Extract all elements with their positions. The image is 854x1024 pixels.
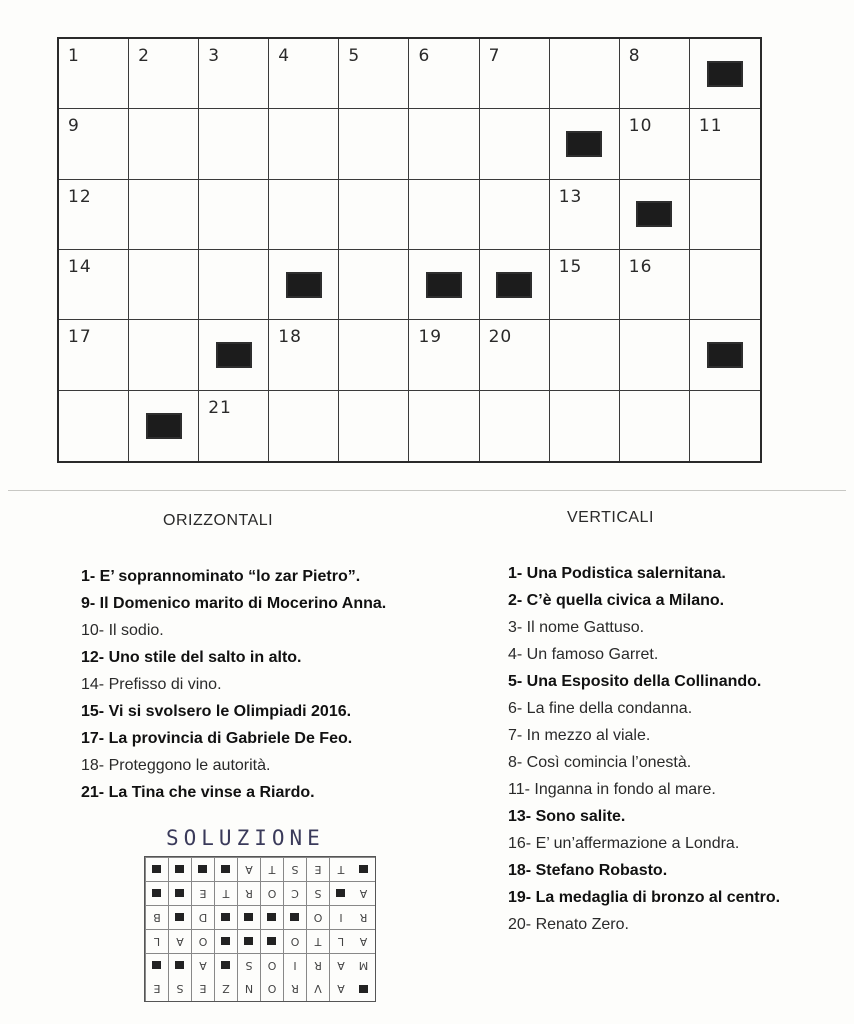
- solution-cell: [306, 881, 329, 905]
- solution-cell: [214, 977, 237, 1001]
- orizzontale-clue: [81, 779, 386, 806]
- grid-cell[interactable]: [199, 39, 269, 109]
- solution-letter: O: [267, 887, 277, 900]
- solution-black-square: [199, 866, 208, 874]
- solution-cell: [237, 953, 260, 977]
- solution-cell: [260, 977, 283, 1001]
- grid-cell[interactable]: [620, 320, 690, 390]
- solution-cell: [329, 929, 352, 953]
- clue-text: Proteggono le autorità.: [104, 757, 271, 774]
- solution-cell: [237, 929, 260, 953]
- black-square: [566, 131, 602, 157]
- grid-cell[interactable]: [269, 391, 339, 461]
- clue-number: 8-: [508, 754, 523, 771]
- solution-letter: A: [359, 887, 368, 900]
- clue-text: Il nome Gattuso.: [522, 619, 645, 636]
- solution-cell: [214, 953, 237, 977]
- grid-cell[interactable]: [129, 109, 199, 179]
- verticale-clue: [508, 857, 780, 884]
- solution-black-square: [176, 914, 185, 922]
- solution-cell: [191, 977, 214, 1001]
- grid-cell[interactable]: [480, 250, 550, 320]
- verticale-clue: [508, 776, 780, 803]
- grid-cell[interactable]: [59, 391, 129, 461]
- black-square: [146, 413, 182, 439]
- grid-cell[interactable]: [339, 180, 409, 250]
- solution-cell: [214, 881, 237, 905]
- solution-cell: [260, 905, 283, 929]
- solution-cell: [168, 905, 191, 929]
- verticale-clue: [508, 830, 780, 857]
- grid-cell[interactable]: [129, 180, 199, 250]
- clue-number: 9-: [81, 595, 96, 612]
- solution-cell: [283, 905, 306, 929]
- solution-cell: [237, 977, 260, 1001]
- solution-letter: V: [314, 982, 322, 996]
- grid-cell[interactable]: [409, 39, 479, 109]
- grid-cell[interactable]: [620, 391, 690, 461]
- clue-text: La fine della condanna.: [522, 700, 693, 717]
- grid-cell[interactable]: [480, 109, 550, 179]
- grid-cell[interactable]: [690, 180, 760, 250]
- solution-black-square: [176, 890, 185, 898]
- solution-letter: T: [337, 863, 345, 876]
- clue-number: 4-: [508, 646, 523, 663]
- solution-letter: A: [337, 959, 345, 972]
- clue-text: La provincia di Gabriele De Feo.: [104, 730, 353, 747]
- grid-cell[interactable]: [480, 180, 550, 250]
- black-square: [636, 201, 672, 227]
- solution-black-square: [291, 914, 300, 922]
- cell-number: 14: [68, 257, 92, 277]
- solution-cell: [352, 857, 375, 881]
- solution-letter: R: [314, 959, 322, 972]
- solution-cell: [237, 905, 260, 929]
- solution-cell: [191, 881, 214, 905]
- grid-cell[interactable]: [269, 320, 339, 390]
- solution-cell: [283, 857, 306, 881]
- orizzontali-heading: ORIZZONTALI: [163, 512, 274, 529]
- solution-letter: A: [359, 935, 368, 948]
- orizzontale-clue: [81, 590, 386, 617]
- solution-black-square: [245, 938, 254, 946]
- solution-letter: A: [176, 935, 184, 948]
- grid-cell[interactable]: [620, 250, 690, 320]
- clue-text: Stefano Robasto.: [531, 862, 668, 879]
- solution-cell: [145, 905, 168, 929]
- orizzontale-clue: [81, 671, 386, 698]
- grid-cell[interactable]: [409, 391, 479, 461]
- solution-letter: R: [291, 982, 299, 996]
- verticale-clue: [508, 749, 780, 776]
- cell-number: 20: [488, 327, 513, 348]
- solution-cell: [237, 881, 260, 905]
- grid-cell[interactable]: [550, 109, 620, 179]
- solution-letter: A: [245, 863, 253, 876]
- solution-cell: [214, 905, 237, 929]
- grid-cell[interactable]: [480, 391, 550, 461]
- cell-number: 11: [698, 116, 723, 137]
- grid-cell[interactable]: [550, 39, 620, 109]
- orizzontale-clue: [81, 698, 386, 725]
- solution-black-square: [359, 985, 368, 993]
- cell-number: 8: [628, 46, 641, 66]
- grid-cell[interactable]: [690, 39, 760, 109]
- orizzontale-clue: [81, 644, 386, 671]
- page-divider: [8, 490, 846, 491]
- clue-number: 16-: [508, 835, 532, 852]
- grid-cell[interactable]: [199, 391, 269, 461]
- clue-text: Il Domenico marito di Mocerino Anna.: [95, 595, 387, 612]
- cell-number: 3: [208, 46, 221, 66]
- verticale-clue: [508, 560, 780, 587]
- clue-number: 12-: [81, 649, 105, 666]
- solution-black-square: [245, 914, 254, 922]
- solution-cell: [283, 929, 306, 953]
- clue-number: 18-: [508, 862, 532, 879]
- grid-cell[interactable]: [339, 39, 409, 109]
- clue-text: Una Esposito della Collinando.: [522, 673, 762, 690]
- clue-text: Il sodio.: [104, 622, 164, 639]
- solution-cell: [306, 977, 329, 1001]
- grid-cell[interactable]: [620, 39, 690, 109]
- black-square: [286, 272, 322, 298]
- solution-letter: A: [199, 959, 207, 972]
- verticale-clue: [508, 911, 780, 938]
- solution-letter: O: [267, 982, 277, 996]
- cell-number: 15: [558, 257, 583, 277]
- cell-number: 7: [488, 46, 501, 66]
- clue-text: E’ un’affermazione a Londra.: [531, 835, 740, 852]
- grid-cell[interactable]: [59, 109, 129, 179]
- grid-cell[interactable]: [690, 109, 760, 179]
- grid-cell[interactable]: [199, 180, 269, 250]
- grid-cell[interactable]: [269, 109, 339, 179]
- solution-letter: S: [314, 887, 322, 900]
- clue-text: E’ soprannominato “lo zar Pietro”.: [95, 568, 361, 585]
- clue-number: 1-: [81, 568, 96, 585]
- clue-number: 1-: [508, 565, 523, 582]
- solution-black-square: [153, 866, 162, 874]
- grid-cell[interactable]: [550, 391, 620, 461]
- solution-letter: I: [293, 959, 297, 972]
- clue-text: Renato Zero.: [531, 916, 629, 933]
- solution-cell: [191, 929, 214, 953]
- solution-black-square: [359, 866, 368, 874]
- solution-letter: T: [314, 935, 322, 948]
- solution-cell: [352, 977, 375, 1001]
- verticali-heading: VERTICALI: [567, 509, 654, 526]
- cell-number: 17: [68, 327, 92, 348]
- clue-text: Sono salite.: [531, 808, 626, 825]
- solution-letter: R: [245, 887, 253, 900]
- cell-number: 16: [628, 257, 653, 277]
- grid-cell[interactable]: [129, 320, 199, 390]
- solution-letter: C: [291, 887, 299, 900]
- clue-text: Prefisso di vino.: [104, 676, 222, 693]
- clue-number: 3-: [508, 619, 523, 636]
- black-square: [496, 272, 532, 298]
- grid-cell[interactable]: [409, 109, 479, 179]
- solution-cell: [214, 929, 237, 953]
- cell-number: 12: [68, 186, 92, 207]
- solution-cell: [214, 857, 237, 881]
- solution-letter: E: [199, 887, 207, 900]
- grid-cell[interactable]: [199, 320, 269, 390]
- clue-number: 6-: [508, 700, 523, 717]
- verticale-clue: [508, 587, 780, 614]
- solution-letter: L: [337, 935, 345, 948]
- grid-cell[interactable]: [409, 320, 479, 390]
- solution-cell: [145, 881, 168, 905]
- grid-cell[interactable]: [339, 391, 409, 461]
- verticale-clue: [508, 722, 780, 749]
- clue-text: C’è quella civica a Milano.: [522, 592, 725, 609]
- solution-black-square: [268, 938, 277, 946]
- solution-letter: E: [314, 863, 322, 876]
- clue-number: 2-: [508, 592, 523, 609]
- solution-letter: R: [359, 911, 368, 924]
- cell-number: 9: [68, 116, 80, 137]
- clue-number: 15-: [81, 703, 105, 720]
- clue-number: 18-: [81, 757, 105, 774]
- verticali-clue-list: [508, 560, 780, 938]
- grid-cell[interactable]: [269, 39, 339, 109]
- solution-cell: [260, 857, 283, 881]
- solution-letter: Z: [222, 982, 230, 996]
- solution-black-square: [222, 938, 231, 946]
- crossword-grid: [57, 37, 762, 463]
- solution-black-square: [222, 914, 231, 922]
- solution-black-square: [222, 962, 231, 970]
- solution-cell: [306, 929, 329, 953]
- solution-cell: [145, 977, 168, 1001]
- solution-cell: [145, 857, 168, 881]
- clue-text: In mezzo al viale.: [522, 727, 651, 744]
- solution-cell: [283, 953, 306, 977]
- clue-number: 17-: [81, 730, 105, 747]
- grid-cell[interactable]: [59, 320, 129, 390]
- black-square: [216, 342, 252, 368]
- solution-cell: [306, 953, 329, 977]
- solution-letter: T: [268, 863, 276, 876]
- grid-cell[interactable]: [620, 109, 690, 179]
- solution-cell: [306, 905, 329, 929]
- cell-number: 18: [278, 327, 302, 348]
- grid-cell[interactable]: [690, 391, 760, 461]
- solution-letter: O: [198, 935, 208, 948]
- grid-cell[interactable]: [59, 39, 129, 109]
- grid-cell[interactable]: [409, 250, 479, 320]
- solution-letter: B: [153, 911, 161, 924]
- verticale-clue: [508, 614, 780, 641]
- solution-cell: [191, 857, 214, 881]
- verticale-clue: [508, 803, 780, 830]
- solution-black-square: [153, 890, 162, 898]
- solution-letter: M: [358, 959, 369, 972]
- grid-cell[interactable]: [550, 180, 620, 250]
- orizzontale-clue: [81, 752, 386, 779]
- grid-cell[interactable]: [339, 250, 409, 320]
- cell-number: 21: [208, 397, 232, 418]
- grid-cell[interactable]: [690, 320, 760, 390]
- verticale-clue: [508, 695, 780, 722]
- cell-number: 2: [138, 46, 150, 66]
- clue-text: Inganna in fondo al mare.: [529, 781, 716, 798]
- verticale-clue: [508, 884, 780, 911]
- solution-cell: [329, 953, 352, 977]
- grid-cell[interactable]: [129, 391, 199, 461]
- solution-cell: [145, 929, 168, 953]
- solution-cell: [352, 953, 375, 977]
- solution-cell: [168, 953, 191, 977]
- cell-number: 4: [278, 46, 291, 66]
- solution-letter: A: [337, 982, 345, 996]
- solution-letter: D: [198, 911, 208, 924]
- solution-cell: [329, 905, 352, 929]
- solution-letter: S: [291, 863, 299, 876]
- black-square: [707, 342, 743, 368]
- orizzontale-clue: [81, 563, 386, 590]
- solution-cell: [352, 905, 375, 929]
- solution-title: SOLUZIONE: [166, 826, 325, 850]
- solution-cell: [168, 977, 191, 1001]
- grid-cell[interactable]: [199, 250, 269, 320]
- cell-number: 19: [418, 327, 443, 348]
- solution-letter: T: [222, 887, 230, 900]
- solution-black-square: [176, 962, 185, 970]
- clue-number: 5-: [508, 673, 523, 690]
- clue-text: Una Podistica salernitana.: [522, 565, 726, 582]
- grid-cell[interactable]: [620, 180, 690, 250]
- clue-number: 19-: [508, 889, 532, 906]
- solution-letter: O: [290, 935, 300, 948]
- cell-number: 10: [628, 116, 653, 137]
- solution-cell: [191, 953, 214, 977]
- solution-cell: [145, 953, 168, 977]
- grid-cell[interactable]: [409, 180, 479, 250]
- solution-cell: [237, 857, 260, 881]
- solution-cell: [260, 953, 283, 977]
- grid-cell[interactable]: [690, 250, 760, 320]
- grid-cell[interactable]: [129, 39, 199, 109]
- solution-cell: [191, 905, 214, 929]
- solution-cell: [283, 977, 306, 1001]
- clue-text: Un famoso Garret.: [522, 646, 659, 663]
- clue-text: La Tina che vinse a Riardo.: [104, 784, 315, 801]
- clue-number: 14-: [81, 676, 105, 693]
- verticale-clue: [508, 641, 780, 668]
- clue-number: 21-: [81, 784, 105, 801]
- clue-text: Così comincia l’onestà.: [522, 754, 692, 771]
- clue-number: 7-: [508, 727, 523, 744]
- grid-cell[interactable]: [339, 109, 409, 179]
- solution-black-square: [153, 962, 162, 970]
- orizzontali-clue-list: [81, 563, 386, 806]
- solution-black-square: [222, 866, 231, 874]
- cell-number: 13: [558, 186, 583, 207]
- grid-cell[interactable]: [550, 250, 620, 320]
- clue-text: La medaglia di bronzo al centro.: [531, 889, 781, 906]
- solution-letter: L: [153, 935, 161, 948]
- grid-cell[interactable]: [480, 320, 550, 390]
- cell-number: 6: [418, 46, 431, 66]
- solution-cell: [352, 929, 375, 953]
- cell-number: 5: [348, 46, 361, 66]
- grid-cell[interactable]: [269, 250, 339, 320]
- solution-letter: N: [244, 982, 254, 996]
- clue-number: 20-: [508, 916, 532, 933]
- clue-text: Uno stile del salto in alto.: [104, 649, 302, 666]
- grid-cell[interactable]: [550, 320, 620, 390]
- grid-cell[interactable]: [339, 320, 409, 390]
- grid-cell[interactable]: [59, 250, 129, 320]
- clue-number: 10-: [81, 622, 105, 639]
- solution-letter: I: [339, 911, 343, 924]
- solution-letter: E: [153, 982, 161, 996]
- solution-letter: E: [199, 982, 207, 996]
- grid-cell[interactable]: [269, 180, 339, 250]
- solution-black-square: [337, 890, 346, 898]
- solution-cell: [168, 929, 191, 953]
- orizzontale-clue: [81, 725, 386, 752]
- grid-cell[interactable]: [59, 180, 129, 250]
- solution-cell: [168, 857, 191, 881]
- verticale-clue: [508, 668, 780, 695]
- clue-number: 13-: [508, 808, 532, 825]
- orizzontale-clue: [81, 617, 386, 644]
- solution-letter: O: [313, 911, 323, 924]
- solution-cell: [260, 881, 283, 905]
- solution-letter: S: [245, 959, 253, 972]
- solution-cell: [283, 881, 306, 905]
- solution-cell: [168, 881, 191, 905]
- solution-cell: [329, 977, 352, 1001]
- solution-cell: [352, 881, 375, 905]
- solution-cell: [329, 857, 352, 881]
- clue-number: 11-: [508, 781, 530, 798]
- solution-letter: O: [267, 959, 277, 972]
- solution-grid: [144, 856, 376, 1002]
- black-square: [426, 272, 462, 298]
- solution-cell: [329, 881, 352, 905]
- black-square: [707, 61, 743, 87]
- cell-number: 1: [68, 46, 80, 66]
- solution-black-square: [176, 866, 185, 874]
- solution-black-square: [268, 914, 277, 922]
- solution-letter: S: [176, 982, 184, 996]
- grid-cell[interactable]: [129, 250, 199, 320]
- grid-cell[interactable]: [480, 39, 550, 109]
- solution-cell: [306, 857, 329, 881]
- clue-text: Vi si svolsero le Olimpiadi 2016.: [104, 703, 352, 720]
- grid-cell[interactable]: [199, 109, 269, 179]
- solution-cell: [260, 929, 283, 953]
